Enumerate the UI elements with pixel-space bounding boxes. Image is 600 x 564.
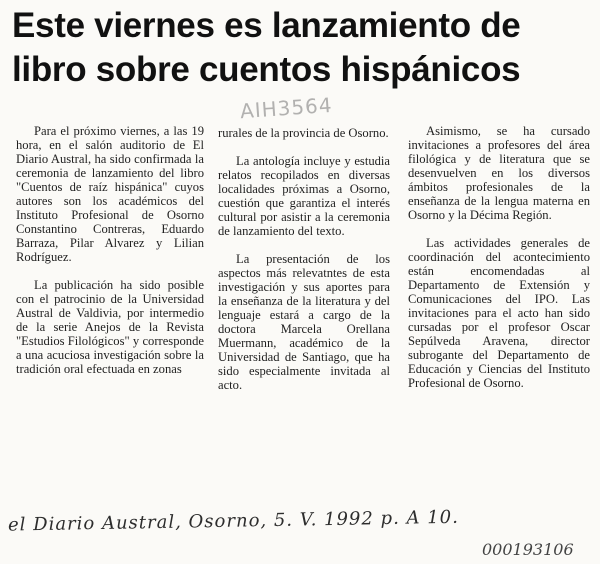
paragraph: La presentación de los aspectos más relevatntes de esta investigación y sus aportes para la enseñanza de la literatura y del lenguaje estará a cargo de la doctora Marcela Orellana Muermann, académico de la Universidad de Santiago, que ha sido especialmente invitada al acto. [218, 252, 390, 392]
handwritten-citation: el Diario Austral, Osorno, 5. V. 1992 p. A 10. [7, 506, 460, 536]
paragraph: La publicación ha sido posible con el patrocinio de la Universidad Austral de Valdivia, por intermedio de la serie Anejos de la Revista "Estudios Filológicos" y corresponde a una acuciosa investigación sobre la tradición oral efectuada en zonas [16, 278, 204, 376]
article-headline: Este viernes es lanzamiento de libro sobre cuentos hispánicos [12, 6, 521, 89]
article-column-2 [218, 126, 390, 406]
paragraph: La antología incluye y estudia relatos recopilados en diversas localidades próximas a Osorno, cuestión que garantiza el interés cultural por asistir a la ceremonia de lanzamiento del texto. [218, 154, 390, 238]
paragraph: Para el próximo viernes, a las 19 hora, en el salón auditorio de El Diario Austral, ha sido confirmada la ceremonia de lanzamiento del libro "Cuentos de raíz hispánica" cuyos autores son los académicos del Instituto Profesional de Osorno Constantino Contreras, Eduardo Barraza, Pilar Alvarez y Lilian Rodríguez. [16, 124, 204, 264]
article-column-1 [16, 124, 204, 390]
archive-stamp: AIH3564 [239, 92, 334, 124]
article-column-3 [408, 124, 590, 404]
paragraph: Las actividades generales de coordinación del acontecimiento están encomendadas al Departamento de Extensión y Comunicaciones del IPO. Las invitaciones para el acto han sido cursadas por el profesor Oscar Sepúlveda Aravena, director subrogante del Departamento de Educación y Ciencias del Instituto Profesional de Osorno. [408, 236, 590, 390]
paragraph: rurales de la provincia de Osorno. [218, 126, 389, 140]
handwritten-archive-number: 000193106 [482, 540, 574, 559]
paragraph: Asimismo, se ha cursado invitaciones a profesores del área filológica y de literatura que se desenvuelven en los diversos ámbitos profesionales de la enseñanza de la lengua materna en Osorno y la Décima Región. [408, 124, 590, 222]
